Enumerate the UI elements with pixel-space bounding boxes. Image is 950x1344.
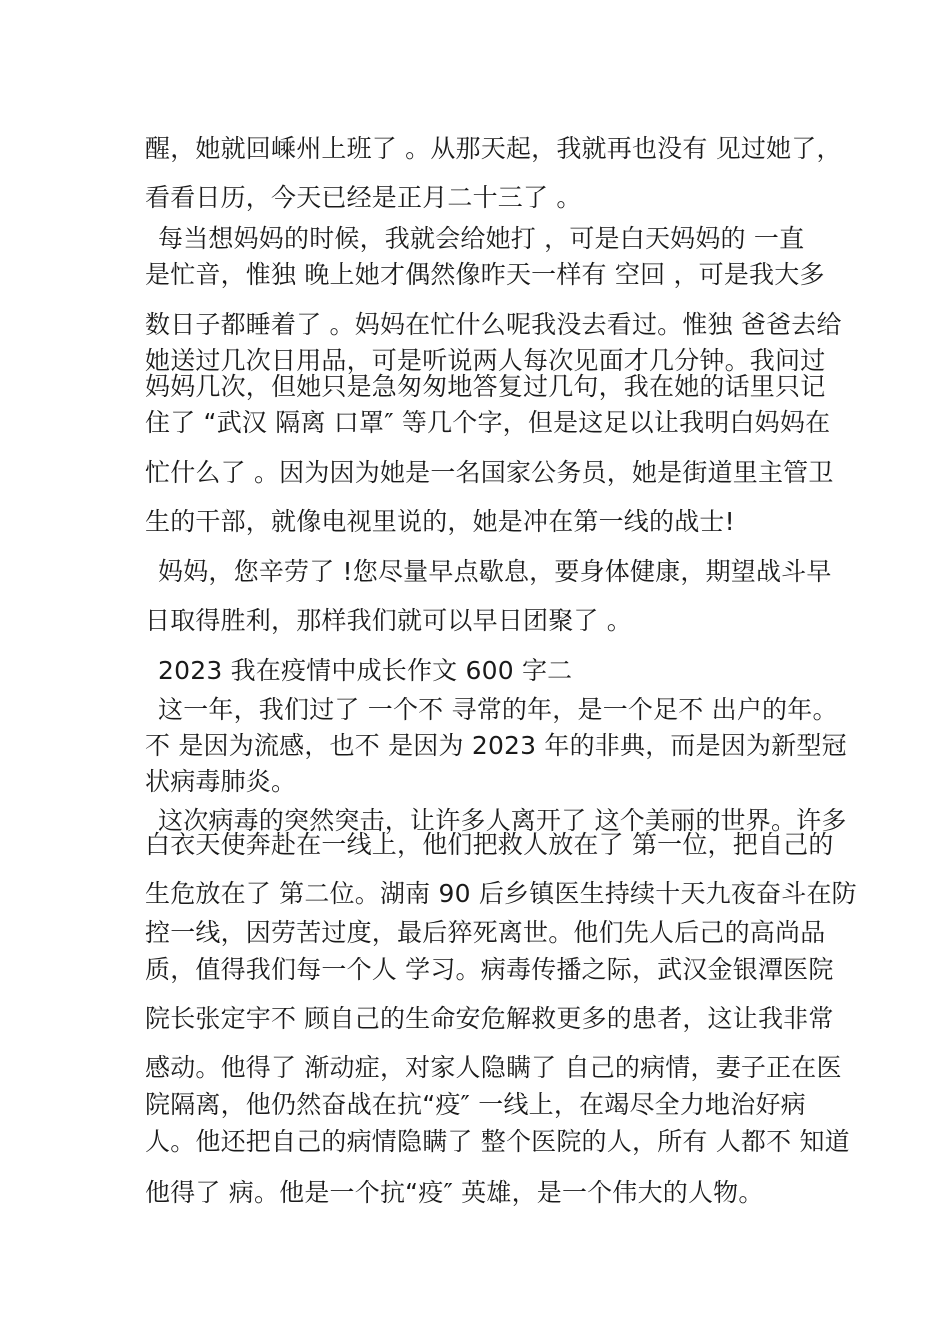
- text-line: 是忙音，惟独 晚上她才偶然像昨天一样有 空回 ，可是我大多: [145, 260, 825, 289]
- text-line: 生的干部，就像电视里说的，她是冲在第一线的战士!: [145, 507, 735, 536]
- text-line: 不 是因为流感，也不 是因为 2023 年的非典，而是因为新型冠: [145, 731, 847, 760]
- text-line: 这次病毒的突然突击，让许多人离开了 这个美丽的世界。许多: [158, 806, 847, 835]
- text-line: 人。他还把自己的病情隐瞒了 整个医院的人，所有 人都不 知道: [145, 1127, 850, 1156]
- text-line: 日取得胜利，那样我们就可以早日团聚了 。: [145, 606, 632, 635]
- text-line: 数日子都睡着了 。妈妈在忙什么呢我没去看过。惟独 爸爸去给: [145, 310, 842, 339]
- text-line: 看看日历，今天已经是正月二十三了 。: [145, 183, 582, 212]
- text-line: 质，值得我们每一个人 学习。病毒传播之际，武汉金银潭医院: [145, 955, 834, 984]
- text-line: 每当想妈妈的时候，我就会给她打 ，可是白天妈妈的 一直: [158, 224, 805, 253]
- text-line: 醒，她就回嵊州上班了 。从那天起，我就再也没有 见过她了，: [145, 134, 842, 163]
- text-line: 院隔离，他仍然奋战在抗“疫″ 一线上，在竭尽全力地治好病: [145, 1090, 806, 1119]
- section-heading: 2023 我在疫情中成长作文 600 字二: [158, 656, 573, 685]
- text-line: 状病毒肺炎。: [145, 767, 297, 796]
- text-line: 她送过几次日用品，可是听说两人每次见面才几分钟。我问过: [145, 346, 826, 375]
- text-line: 住了 “武汉 隔离 口罩″ 等几个字，但是这足以让我明白妈妈在: [145, 408, 831, 437]
- text-line: 妈妈，您辛劳了 !您尽量早点歇息，要身体健康，期望战斗早: [158, 557, 832, 586]
- text-line: 这一年，我们过了 一个不 寻常的年，是一个足不 出户的年。: [158, 695, 838, 724]
- text-line: 白衣天使奔赴在一线上，他们把救人放在了 第一位，把自己的: [145, 830, 834, 859]
- text-line: 生危放在了 第二位。湖南 90 后乡镇医生持续十天九夜奋斗在防: [145, 879, 857, 908]
- text-line: 他得了 病。他是一个抗“疫″ 英雄，是一个伟大的人物。: [145, 1178, 764, 1207]
- text-line: 控一线，因劳苦过度，最后猝死离世。他们先人后己的高尚品: [145, 918, 826, 947]
- text-line: 感动。他得了 渐动症，对家人隐瞒了 自己的病情，妻子正在医: [145, 1053, 842, 1082]
- text-line: 妈妈几次，但她只是急匆匆地答复过几句，我在她的话里只记: [145, 372, 826, 401]
- text-line: 院长张定宇不 顾自己的生命安危解救更多的患者，这让我非常: [145, 1004, 834, 1033]
- text-line: 忙什么了 。因为因为她是一名国家公务员，她是街道里主管卫: [145, 458, 834, 487]
